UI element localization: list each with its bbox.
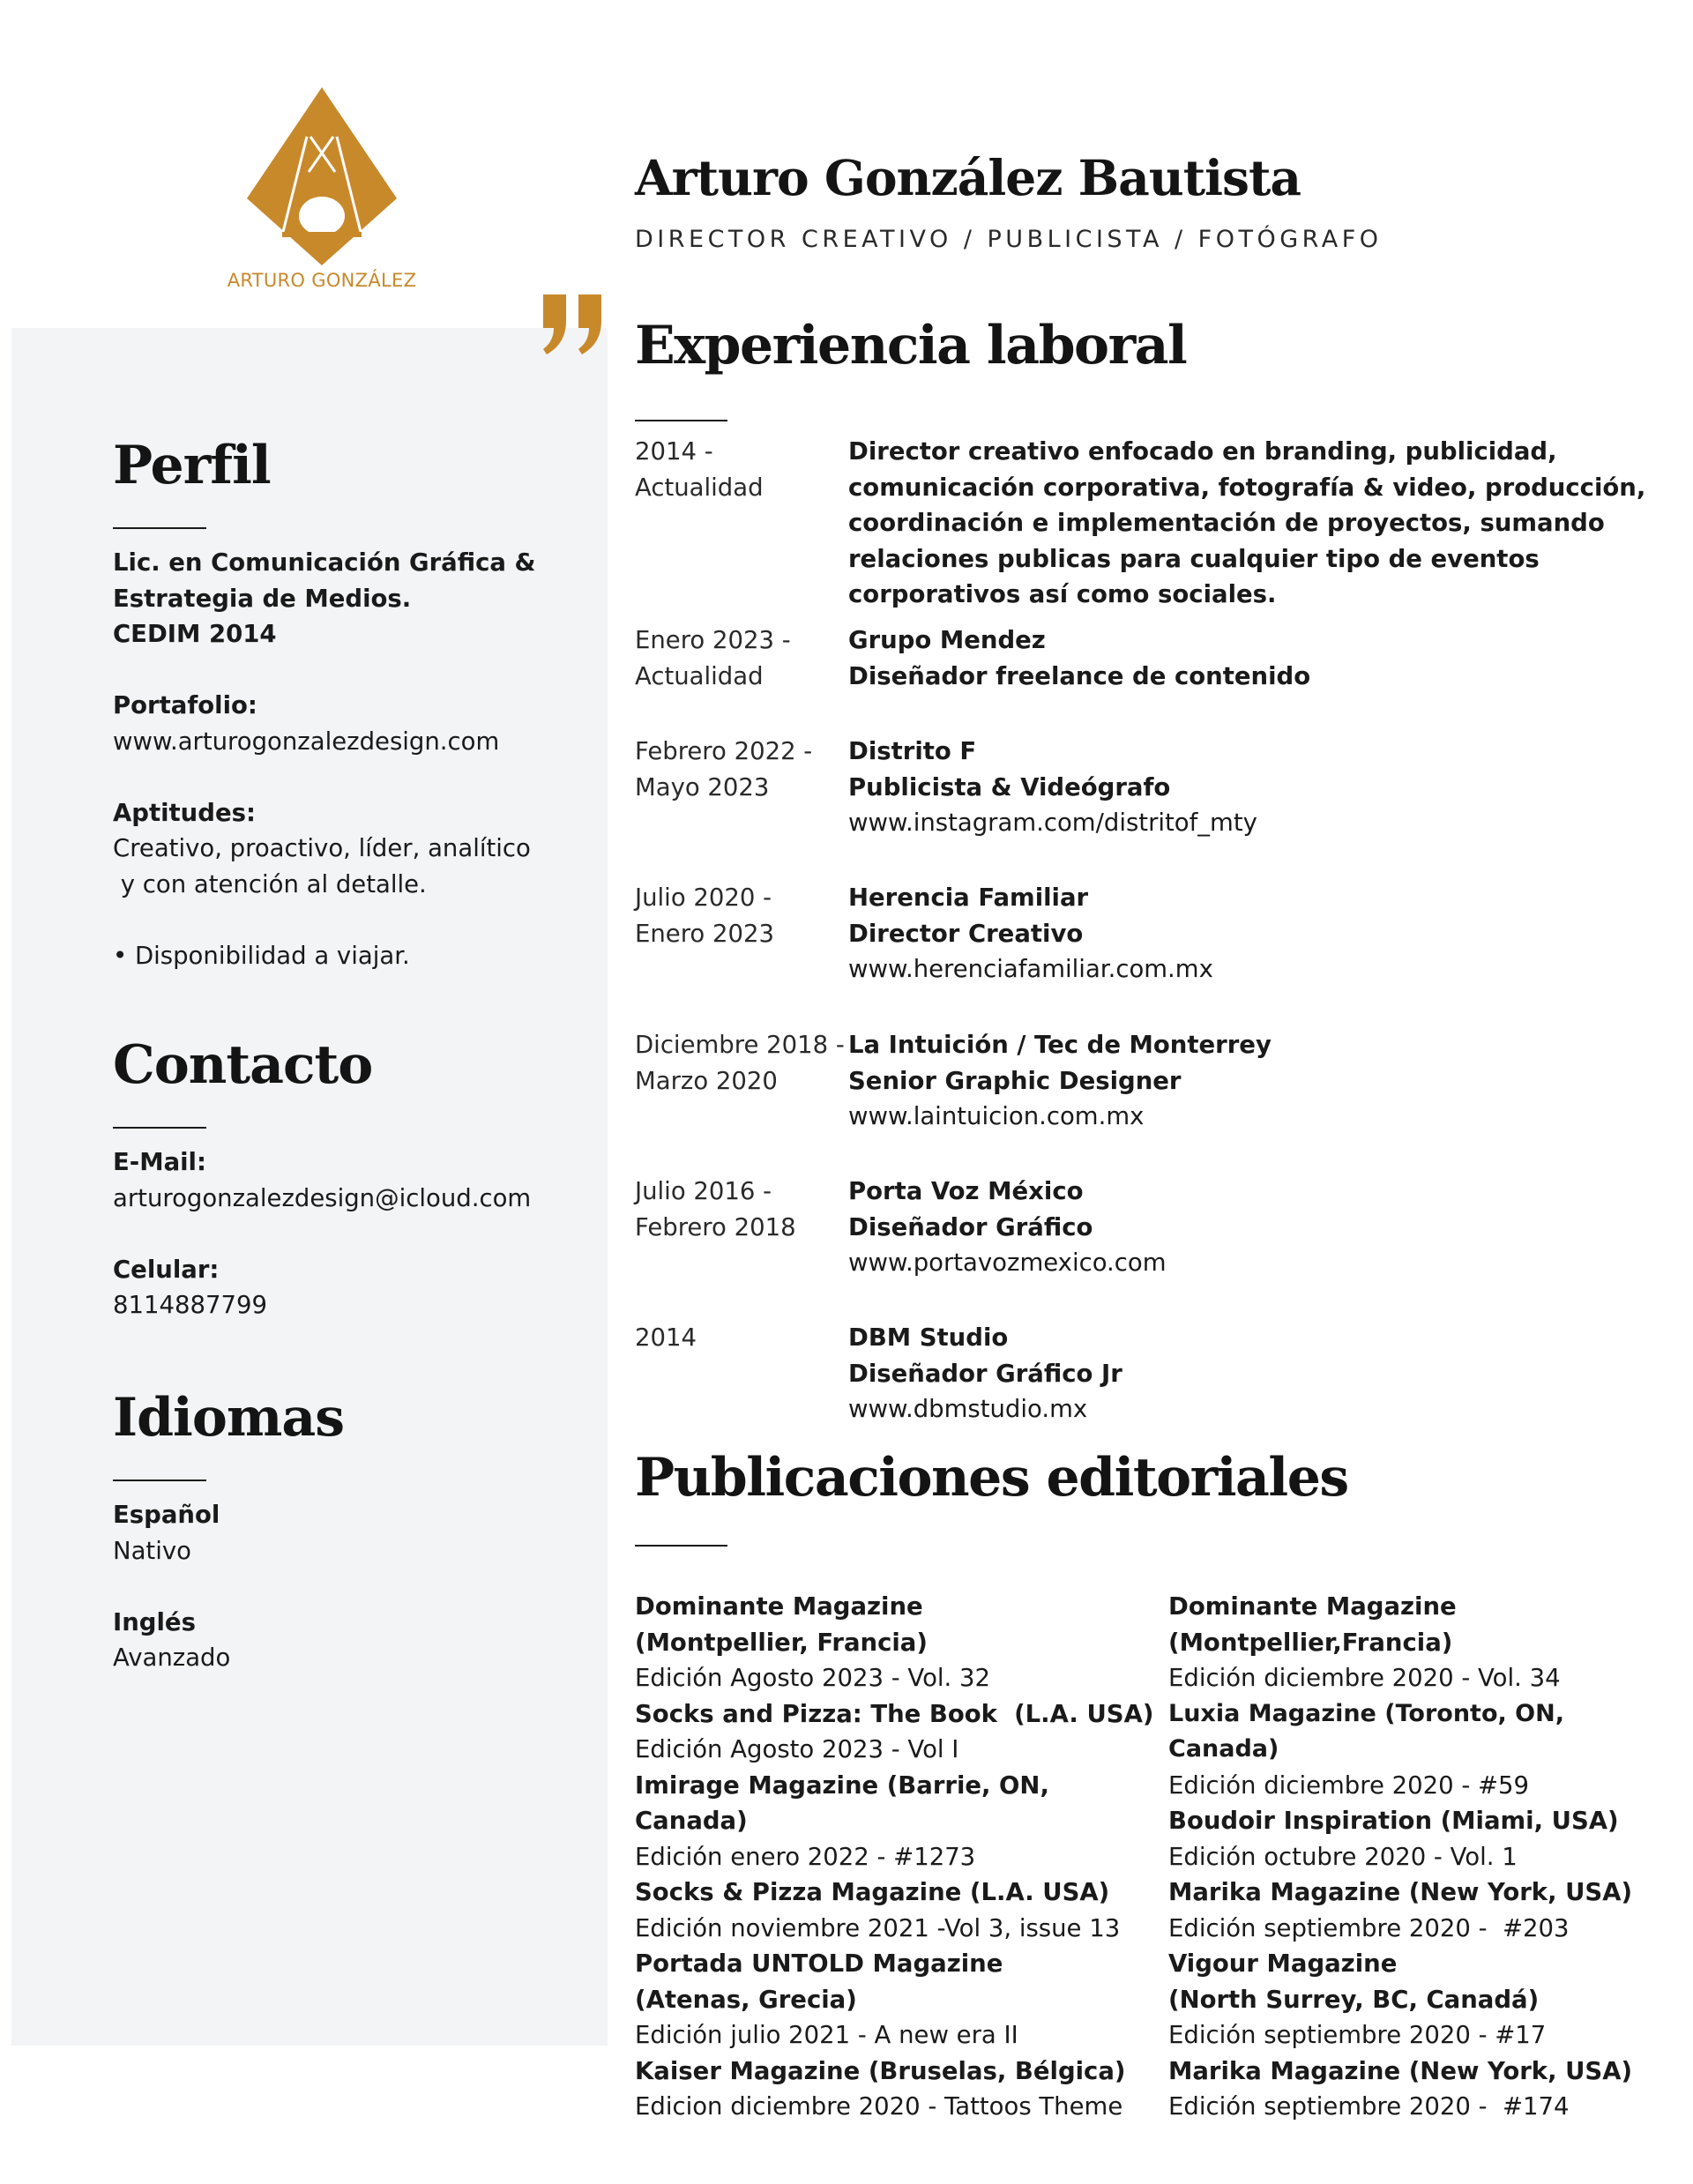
publication-title: Marika Magazine (New York, USA)	[1168, 2056, 1633, 2085]
languages-section	[113, 1387, 589, 1676]
company-link[interactable]: www.dbmstudio.mx	[848, 1395, 1088, 1423]
detail-line: comunicación corporativa, fotografía & video, producción,	[848, 473, 1646, 502]
company-name: Distrito F	[848, 737, 977, 765]
date-line: 2014	[635, 1323, 697, 1352]
candidate-subtitle: DIRECTOR CREATIVO / PUBLICISTA / FOTÓGRAFO	[635, 226, 1383, 253]
date-line: Marzo 2020	[635, 1066, 778, 1095]
company-name: Grupo Mendez	[848, 626, 1046, 654]
publication-item	[635, 1589, 1164, 1696]
experience-date	[635, 734, 846, 805]
publication-title: Marika Magazine (New York, USA)	[1168, 1878, 1633, 1906]
phone-number[interactable]: 8114887799	[113, 1291, 267, 1319]
company-name: DBM Studio	[848, 1323, 1009, 1352]
date-line: Actualidad	[635, 661, 764, 690]
company-name: Porta Voz México	[848, 1177, 1084, 1205]
degree-line: CEDIM 2014	[113, 620, 277, 648]
email-label: E-Mail:	[113, 1148, 206, 1176]
publication-title: (Atenas, Grecia)	[635, 1985, 857, 2014]
date-line: 2014 -	[635, 437, 713, 466]
publication-title: Portada UNTOLD Magazine	[635, 1949, 1003, 1978]
publication-title: Dominante Magazine	[635, 1592, 923, 1621]
experience-heading: Experiencia laboral	[635, 315, 1187, 376]
publication-title: Dominante Magazine	[1168, 1592, 1457, 1621]
publication-edition: Edición Agosto 2023 - Vol. 32	[635, 1664, 991, 1692]
publication-item	[1168, 1696, 1680, 1804]
portfolio-link[interactable]: www.arturogonzalezdesign.com	[113, 727, 500, 756]
date-line: Febrero 2022 -	[635, 737, 813, 765]
detail-line: relaciones publicas para cualquier tipo de eventos	[848, 544, 1540, 573]
publication-edition: Edición octubre 2020 - Vol. 1	[1168, 1842, 1518, 1871]
publication-title: Kaiser Magazine (Bruselas, Bélgica)	[635, 2056, 1126, 2085]
company-link[interactable]: www.laintuicion.com.mx	[848, 1102, 1145, 1130]
publication-item	[1168, 1803, 1680, 1875]
diamond-a-monogram-icon	[229, 84, 414, 295]
publication-title: Socks and Pizza: The Book (L.A. USA)	[635, 1699, 1154, 1728]
contact-section	[113, 1034, 589, 1323]
publication-title: (North Surrey, BC, Canadá)	[1168, 1985, 1540, 2014]
detail-line: corporativos así como sociales.	[848, 580, 1277, 608]
publication-item	[635, 1696, 1164, 1768]
date-line: Febrero 2018	[635, 1212, 796, 1241]
experience-date	[635, 434, 846, 505]
section-divider	[635, 1545, 727, 1547]
publication-title: Socks & Pizza Magazine (L.A. USA)	[635, 1878, 1110, 1906]
company-link[interactable]: www.portavozmexico.com	[848, 1249, 1167, 1277]
experience-details	[848, 1320, 1659, 1427]
skills-label: Aptitudes:	[113, 798, 256, 827]
company-link[interactable]: www.instagram.com/distritof_mty	[848, 809, 1257, 837]
publication-edition: Edición noviembre 2021 -Vol 3, issue 13	[635, 1913, 1121, 1942]
publication-title: Vigour Magazine	[1168, 1949, 1398, 1978]
profile-heading: Perfil	[113, 435, 271, 496]
experience-details	[848, 1174, 1659, 1281]
publication-edition: Edición julio 2021 - A new era II	[635, 2021, 1018, 2049]
date-line: Diciembre 2018 -	[635, 1031, 845, 1059]
logo-wordmark: ARTURO GONZÁLEZ	[227, 270, 417, 291]
publication-edition: Edición diciembre 2020 - #59	[1168, 1770, 1530, 1800]
degree-line: Lic. en Comunicación Gráfica &	[113, 548, 536, 577]
language-level: Nativo	[113, 1536, 191, 1565]
profile-section	[113, 435, 589, 973]
date-line: Mayo 2023	[635, 772, 770, 801]
section-divider	[113, 1127, 206, 1129]
publication-item	[1168, 1589, 1680, 1696]
experience-date	[635, 1320, 846, 1356]
detail-line: Director creativo enfocado en branding, publicidad,	[848, 437, 1557, 466]
travel-availability: • Disponibilidad a viajar.	[113, 941, 410, 970]
contact-body	[113, 1144, 589, 1323]
publication-edition: Edicion diciembre 2020 - Tattoos Theme	[635, 2092, 1123, 2121]
publication-title: Imirage Magazine (Barrie, ON, Canada)	[635, 1770, 1049, 1835]
publication-edition: Edición Agosto 2023 - Vol I	[635, 1735, 959, 1763]
publication-item	[635, 1768, 1164, 1875]
date-line: Enero 2023	[635, 919, 774, 948]
publication-item	[635, 1946, 1164, 2054]
contact-heading: Contacto	[113, 1034, 373, 1096]
experience-date	[635, 1174, 846, 1245]
language-level: Avanzado	[113, 1644, 231, 1672]
experience-date	[635, 880, 846, 951]
publication-edition: Edición septiembre 2020 - #203	[1168, 1913, 1570, 1942]
degree-line: Estrategia de Medios.	[113, 584, 412, 613]
publication-title: Luxia Magazine (Toronto, ON, Canada)	[1168, 1699, 1564, 1763]
job-title: Diseñador freelance de contenido	[848, 661, 1311, 690]
publication-title: (Montpellier,Francia)	[1168, 1628, 1453, 1657]
experience-date	[635, 1027, 846, 1099]
email-link[interactable]: arturogonzalezdesign@icloud.com	[113, 1183, 532, 1212]
languages-body	[113, 1497, 589, 1676]
publications-heading: Publicaciones editoriales	[635, 1447, 1348, 1509]
skills-line: y con atención al detalle.	[113, 869, 427, 898]
date-line: Julio 2016 -	[635, 1177, 772, 1205]
publication-edition: Edición diciembre 2020 - Vol. 34	[1168, 1664, 1561, 1692]
language-name: Español	[113, 1501, 220, 1529]
company-link[interactable]: www.herenciafamiliar.com.mx	[848, 955, 1213, 983]
publication-edition: Edición septiembre 2020 - #17	[1168, 2021, 1547, 2049]
publication-item	[635, 2054, 1164, 2125]
portfolio-label: Portafolio:	[113, 691, 257, 719]
section-divider	[113, 1480, 206, 1481]
date-line: Enero 2023 -	[635, 626, 791, 654]
experience-date	[635, 622, 846, 694]
job-title: Director Creativo	[848, 919, 1084, 948]
company-name: La Intuición / Tec de Monterrey	[848, 1031, 1272, 1059]
skills-line: Creativo, proactivo, líder, analítico	[113, 834, 531, 862]
date-line: Actualidad	[635, 473, 764, 502]
publication-title: Boudoir Inspiration (Miami, USA)	[1168, 1807, 1619, 1835]
experience-details	[848, 880, 1659, 988]
job-title: Publicista & Videógrafo	[848, 772, 1171, 801]
profile-body	[113, 545, 589, 973]
publication-edition: Edición enero 2022 - #1273	[635, 1842, 976, 1871]
languages-heading: Idiomas	[113, 1387, 344, 1449]
job-title: Senior Graphic Designer	[848, 1066, 1182, 1095]
detail-line: coordinación e implementación de proyectos, sumando	[848, 509, 1605, 537]
company-name: Herencia Familiar	[848, 883, 1089, 912]
language-name: Inglés	[113, 1607, 196, 1636]
section-divider	[635, 420, 727, 421]
publications-right-column	[1168, 1589, 1680, 2125]
publications-left-column	[635, 1589, 1164, 2125]
phone-label: Celular:	[113, 1255, 220, 1284]
publication-item	[635, 1875, 1164, 1946]
job-title: Diseñador Gráfico Jr	[848, 1359, 1122, 1388]
experience-details	[848, 734, 1659, 841]
experience-details	[848, 434, 1659, 613]
experience-details	[848, 1027, 1659, 1135]
quote-mark-icon	[540, 293, 605, 358]
experience-details	[848, 622, 1659, 694]
publication-title: (Montpellier, Francia)	[635, 1628, 928, 1657]
publication-item	[1168, 2054, 1680, 2125]
section-divider	[113, 527, 206, 529]
job-title: Diseñador Gráfico	[848, 1212, 1093, 1241]
publication-item	[1168, 1875, 1680, 1946]
date-line: Julio 2020 -	[635, 883, 772, 912]
publication-edition: Edición septiembre 2020 - #174	[1168, 2092, 1570, 2121]
candidate-name: Arturo González Bautista	[635, 149, 1301, 206]
publication-item	[1168, 1946, 1680, 2054]
